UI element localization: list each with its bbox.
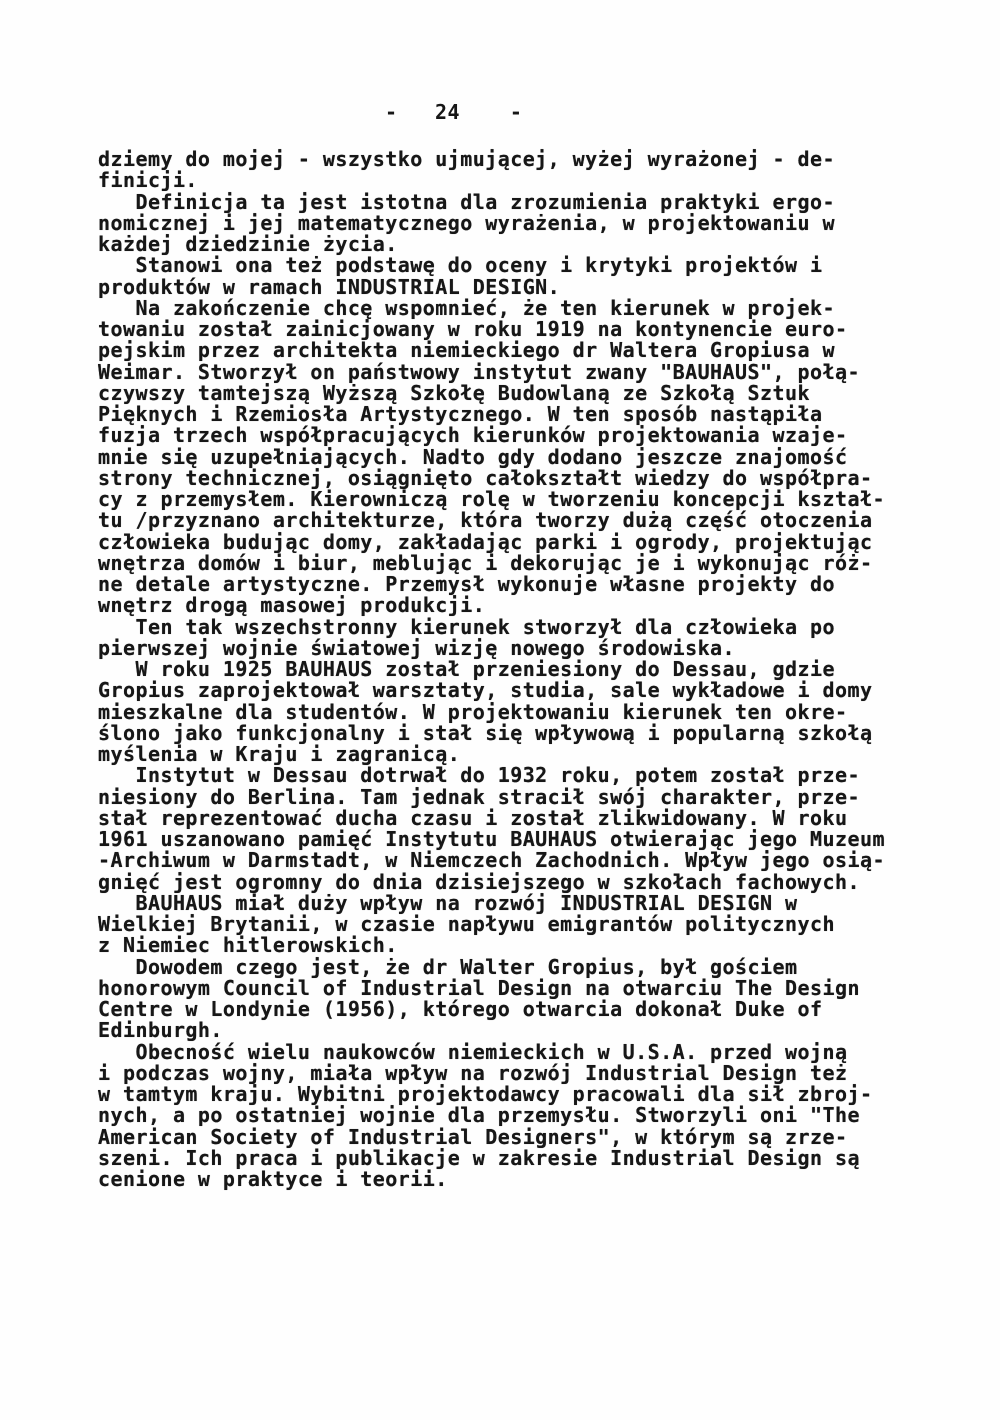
text-line: cenione w praktyce i teorii. [98,1167,448,1191]
text-line: honorowym Council of Industrial Design na otwarciu The Design [98,975,860,1000]
text-line: Gropius zaprojektował warsztaty, studia, sale wykładowe i domy [98,678,873,703]
text-line: strony technicznej, osiągnięto całokształt wiedzy do współpra- [98,465,873,490]
text-line: American Society of Industrial Designers", w którym są zrze- [98,1124,848,1149]
text-line: Definicja ta jest istotna dla zrozumienia praktyki ergo- [98,189,835,214]
text-line: Centre w Londynie (1956), którego otwarcia dokonał Duke of [98,997,823,1021]
text-line: produktów w ramach INDUSTRIAL DESIGN. [98,274,561,299]
text-line: Pięknych i Rzemiosła Artystycznego. W ten sposób nastąpiła [98,402,823,426]
text-line: mieszkalne dla studentów. W projektowaniu kierunek ten okre- [98,699,848,724]
text-line: nomicznej i jej matematycznego wyrażenia, w projektowaniu w [98,210,835,235]
text-line: dziemy do mojej - wszystko ujmującej, wyżej wyrażonej - de- [98,147,835,171]
text-line: Dowodem czego jest, że dr Walter Gropius, był gościem [98,954,798,979]
text-line: pejskim przez architekta niemieckiego dr Waltera Gropiusa w [98,338,835,363]
text-line: czywszy tamtejszą Wyższą Szkołę Budowlaną ze Szkołą Sztuk [98,380,810,405]
text-line: szeni. Ich praca i publikacje w zakresie Industrial Design są [98,1145,860,1170]
text-line: tu /przyznano architekturze, która tworzy dużą część otoczenia [98,508,873,533]
text-line: myślenia w Kraju i zagranicą. [98,742,461,766]
page-text [98,149,908,1190]
text-line: W roku 1925 BAUHAUS został przeniesiony do Dessau, gdzie [98,657,835,681]
text-line: ślono jako funkcjonalny i stał się wpływową i popularną szkołą [98,720,873,745]
text-line: wnętrz drogą masowej produkcji. [98,593,486,618]
text-line: w tamtym kraju. Wybitni projektodawcy pracowali dla sił zbroj- [98,1082,873,1106]
text-line: niesiony do Berlina. Tam jednak stracił swój charakter, prze- [98,784,860,809]
text-line: wnętrza domów i biur, meblując i dekorując je i wykonując róż- [98,550,873,575]
text-line: Weimar. Stworzył on państwowy instytut zwany "BAUHAUS", połą- [98,359,860,384]
text-line: człowieka budując domy, zakładając parki i ogrody, projektując [98,529,873,554]
text-line: każdej dziedzinie życia. [98,232,398,256]
text-line: pierwszej wojnie światowej wizję nowego środowiska. [98,635,736,660]
text-line: 1961 uszanowano pamięć Instytutu BAUHAUS otwierając jego Muzeum [98,827,885,851]
text-line: mnie się uzupełniających. Nadto gdy dodano jeszcze znajomość [98,444,848,469]
text-line: Na zakończenie chcę wspomnieć, że ten kierunek w projek- [98,295,835,320]
text-line: z Niemiec hitlerowskich. [98,933,398,958]
text-line: cy z przemysłem. Kierowniczą rolę w tworzeniu koncepcji kształ- [98,487,885,511]
text-line: Ten tak wszechstronny kierunek stworzył dla człowieka po [98,614,835,639]
text-line: stał reprezentować ducha czasu i został zlikwidowany. W roku [98,805,848,830]
text-line: nych, a po ostatniej wojnie dla przemysłu. Stworzyli oni "The [98,1103,860,1128]
text-line: -Archiwum w Darmstadt, w Niemczech Zachodnich. Wpływ jego osią- [98,848,885,873]
text-line: gnięć jest ogromny do dnia dzisiejszego w szkołach fachowych. [98,869,860,894]
text-line: Instytut w Dessau dotrwał do 1932 roku, potem został prze- [98,763,860,788]
text-line: BAUHAUS miał duży wpływ na rozwój INDUSTRIAL DESIGN w [98,890,798,915]
text-line: fuzja trzech współpracujących kierunków projektowania wzaje- [98,423,848,448]
text-line: finicji. [98,168,198,193]
text-line: Wielkiej Brytanii, w czasie napływu emigrantów politycznych [98,912,835,936]
text-line: Stanowi ona też podstawę do oceny i krytyki projektów i [98,253,823,278]
text-line: ne detale artystyczne. Przemysł wykonuje własne projekty do [98,572,835,596]
text-line: Obecność wielu naukowców niemieckich w U.S.A. przed wojną [98,1039,848,1064]
text-line: Edinburgh. [98,1018,223,1043]
text-line: towaniu został zainicjowany w roku 1919 na kontynencie euro- [98,317,848,341]
text-line: i podczas wojny, miała wpływ na rozwój Industrial Design też [98,1060,848,1085]
page-number: - 24 - [385,100,523,124]
